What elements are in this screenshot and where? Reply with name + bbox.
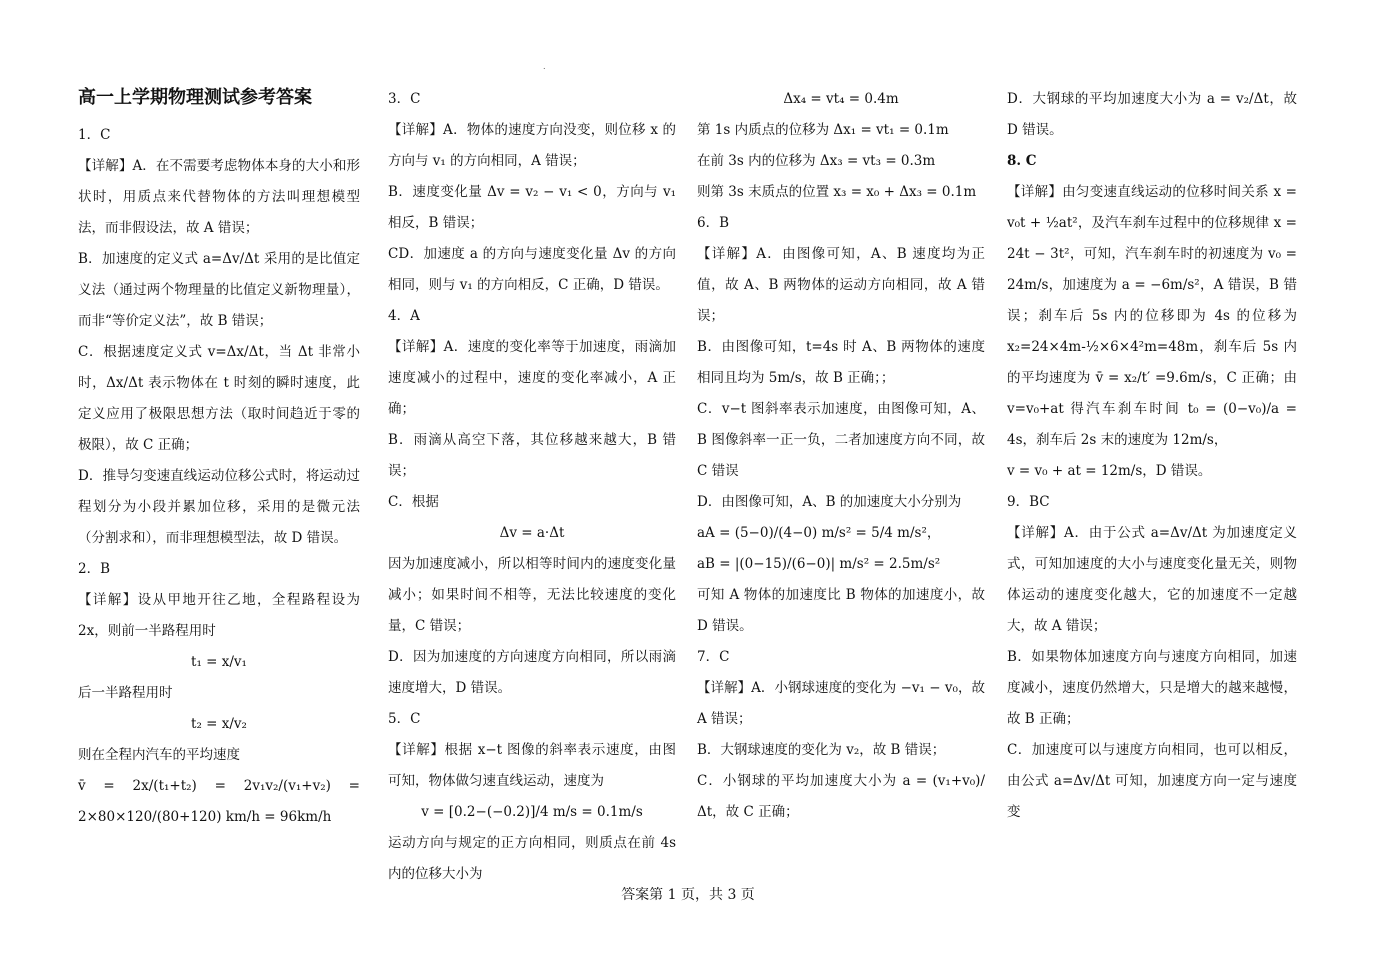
answer-2-number: 2．B (78, 561, 111, 577)
answer-9-detail-c: C．加速度可以与速度方向相同，也可以相反，由公式 a=Δv/Δt 可知，加速度方向一定与速度变 (1007, 742, 1297, 820)
answer-5-number: 5．C (388, 711, 421, 727)
answer-6-text: 可知 A 物体的加速度比 B 物体的加速度小，故 D 错误。 (697, 587, 985, 634)
equation-v-final: v = v₀ + at = 12m/s，D 错误。 (1007, 463, 1212, 479)
answer-9-detail-b: B．如果物体加速度方向与速度方向相同，加速度减小，速度仍然增大，只是增大的越来越慢，故 B 正确； (1007, 649, 1297, 727)
answer-6-detail-a: 【详解】A．由图像可知，A、B 速度均为正值，故 A、B 两物体的运动方向相同，故 A 错误； (697, 246, 985, 324)
answer-7-detail-c: C．小钢球的平均加速度大小为 a = (v₁+v₀)/Δt，故 C 正确； (697, 773, 985, 820)
answer-column-4 (1007, 84, 1297, 828)
answer-8-detail: 【详解】由匀变速直线运动的位移时间关系 x = v₀t + ½at²，及汽车刹车过程中的位移规律 x = 24t − 3t²，可知，汽车刹车时的初速度为 v₀ = 24m/s，加速度为 a = −6m/s²，A 错误，B 错误；刹车后 5s 内的位移即为 4s 的位移为 x₂=24×4m-½×6×4²m=48m，刹车后 5s 内的平均速度为 v̄ = x₂/t′ =9.6m/s，C 正确；由 v=v₀+at 得汽车刹车时间 t₀ = (0−v₀)/a = 4s，刹车后 2s 末的速度为 12m/s， (1007, 184, 1297, 448)
answer-1-detail-b: B．加速度的定义式 a=Δv/Δt 采用的是比值定义法（通过两个物理量的比值定义新物理量），而非“等价定义法”，故 B 错误； (78, 251, 360, 329)
page-title: 高一上学期物理测试参考答案 (78, 87, 312, 108)
answer-4-detail-a: 【详解】A．速度的变化率等于加速度，雨滴加速度减小的过程中，速度的变化率减小，A 正确； (388, 339, 676, 417)
answer-7-detail-d: D．大钢球的平均加速度大小为 a = v₂/Δt，故 D 错误。 (1007, 91, 1297, 138)
answer-1-detail-c: C．根据速度定义式 v=Δx/Δt，当 Δt 非常小时，Δx/Δt 表示物体在 t 时刻的瞬时速度，此定义应用了极限思想方法（取时间趋近于零的极限），故 C 正确； (78, 344, 360, 453)
answer-3-detail-b: B．速度变化量 Δv = v₂ − v₁ < 0，方向与 v₁ 相反，B 错误； (388, 184, 676, 231)
answer-8-number: 8. C (1007, 153, 1037, 169)
answer-4-detail-c: C．根据 (388, 494, 439, 510)
answer-5-text: 在前 3s 内的位移为 Δx₃ = vt₃ = 0.3m (697, 153, 936, 169)
answer-2-text: 后一半路程用时 (78, 685, 173, 701)
answer-7-number: 7．C (697, 649, 730, 665)
answer-4-detail-b: B．雨滴从高空下落，其位移越来越大，B 错误； (388, 432, 676, 479)
answer-1-detail-d: D．推导匀变速直线运动位移公式时，将运动过程划分为小段并累加位移，采用的是微元法（分割求和），而非理想模型法，故 D 错误。 (78, 468, 360, 546)
answer-column-1 (78, 84, 360, 833)
answer-9-detail-a: 【详解】A．由于公式 a=Δv/Δt 为加速度定义式，可知加速度的大小与速度变化量无关，则物体运动的速度变化越大，它的加速度不一定越大，故 A 错误； (1007, 525, 1297, 634)
answer-1-number: 1．C (78, 127, 111, 143)
stray-dot: . (543, 62, 546, 71)
answer-4-number: 4．A (388, 308, 420, 324)
answer-column-2 (388, 84, 676, 890)
equation-delta-v: Δv = a·Δt (499, 525, 565, 541)
answer-3-number: 3．C (388, 91, 421, 107)
answer-3-detail-cd: CD．加速度 a 的方向与速度变化量 Δv 的方向相同，则与 v₁ 的方向相反，C 正确，D 错误。 (388, 246, 676, 293)
answer-5-text: 第 1s 内质点的位移为 Δx₁ = vt₁ = 0.1m (697, 122, 949, 138)
answer-6-number: 6．B (697, 215, 730, 231)
answer-5-text: 则第 3s 末质点的位置 x₃ = x₀ + Δx₃ = 0.1m (697, 184, 977, 200)
answer-3-detail-a: 【详解】A．物体的速度方向没变，则位移 x 的方向与 v₁ 的方向相同，A 错误； (388, 122, 676, 169)
equation-average-speed: v̄ = 2x/(t₁+t₂) = 2v₁v₂/(v₁+v₂) = 2×80×120/(80+120) km/h = 96km/h (78, 778, 360, 825)
answer-4-detail-d: D．因为加速度的方向速度方向相同，所以雨滴速度增大，D 错误。 (388, 649, 676, 696)
answer-4-text: 因为加速度减小，所以相等时间内的速度变化量减小；如果时间不相等，无法比较速度的变化量，C 错误； (388, 556, 676, 634)
answer-6-detail-c: C．v−t 图斜率表示加速度，由图像可知，A、B 图像斜率一正一负，二者加速度方向不同，故 C 错误 (697, 401, 985, 479)
answer-9-number: 9．BC (1007, 494, 1050, 510)
answer-1-detail-a: 【详解】A．在不需要考虑物体本身的大小和形状时，用质点来代替物体的方法叫理想模型法，而非假设法，故 A 错误； (78, 158, 360, 236)
answer-column-3 (697, 84, 985, 828)
equation-dx4: Δx₄ = vt₄ = 0.4m (783, 91, 899, 107)
answer-6-detail-d: D．由图像可知，A、B 的加速度大小分别为 (697, 494, 962, 510)
equation-aA: aA = (5−0)/(4−0) m/s² = 5/4 m/s²， (697, 525, 941, 541)
answer-5-text: 运动方向与规定的正方向相同，则质点在前 4s 内的位移大小为 (388, 835, 676, 882)
page-footer: 答案第 1 页，共 3 页 (621, 887, 755, 903)
answer-2-detail: 【详解】设从甲地开往乙地，全程路程设为 2x，则前一半路程用时 (78, 592, 360, 639)
answer-6-detail-b: B．由图像可知，t=4s 时 A、B 两物体的速度相同且均为 5m/s，故 B 正确；； (697, 339, 985, 386)
equation-aB: aB = |(0−15)/(6−0)| m/s² = 2.5m/s² (697, 556, 941, 572)
equation-velocity: v = [0.2−(−0.2)]/4 m/s = 0.1m/s (421, 804, 643, 820)
answer-7-detail-b: B．大钢球速度的变化为 v₂，故 B 错误； (697, 742, 946, 758)
equation-t1: t₁ = x/v₁ (191, 654, 247, 670)
answer-7-detail-a: 【详解】A．小钢球速度的变化为 −v₁ − v₀，故 A 错误； (697, 680, 985, 727)
answer-2-text: 则在全程内汽车的平均速度 (78, 747, 240, 763)
equation-t2: t₂ = x/v₂ (191, 716, 247, 732)
answer-5-detail: 【详解】根据 x−t 图像的斜率表示速度，由图可知，物体做匀速直线运动，速度为 (388, 742, 676, 789)
